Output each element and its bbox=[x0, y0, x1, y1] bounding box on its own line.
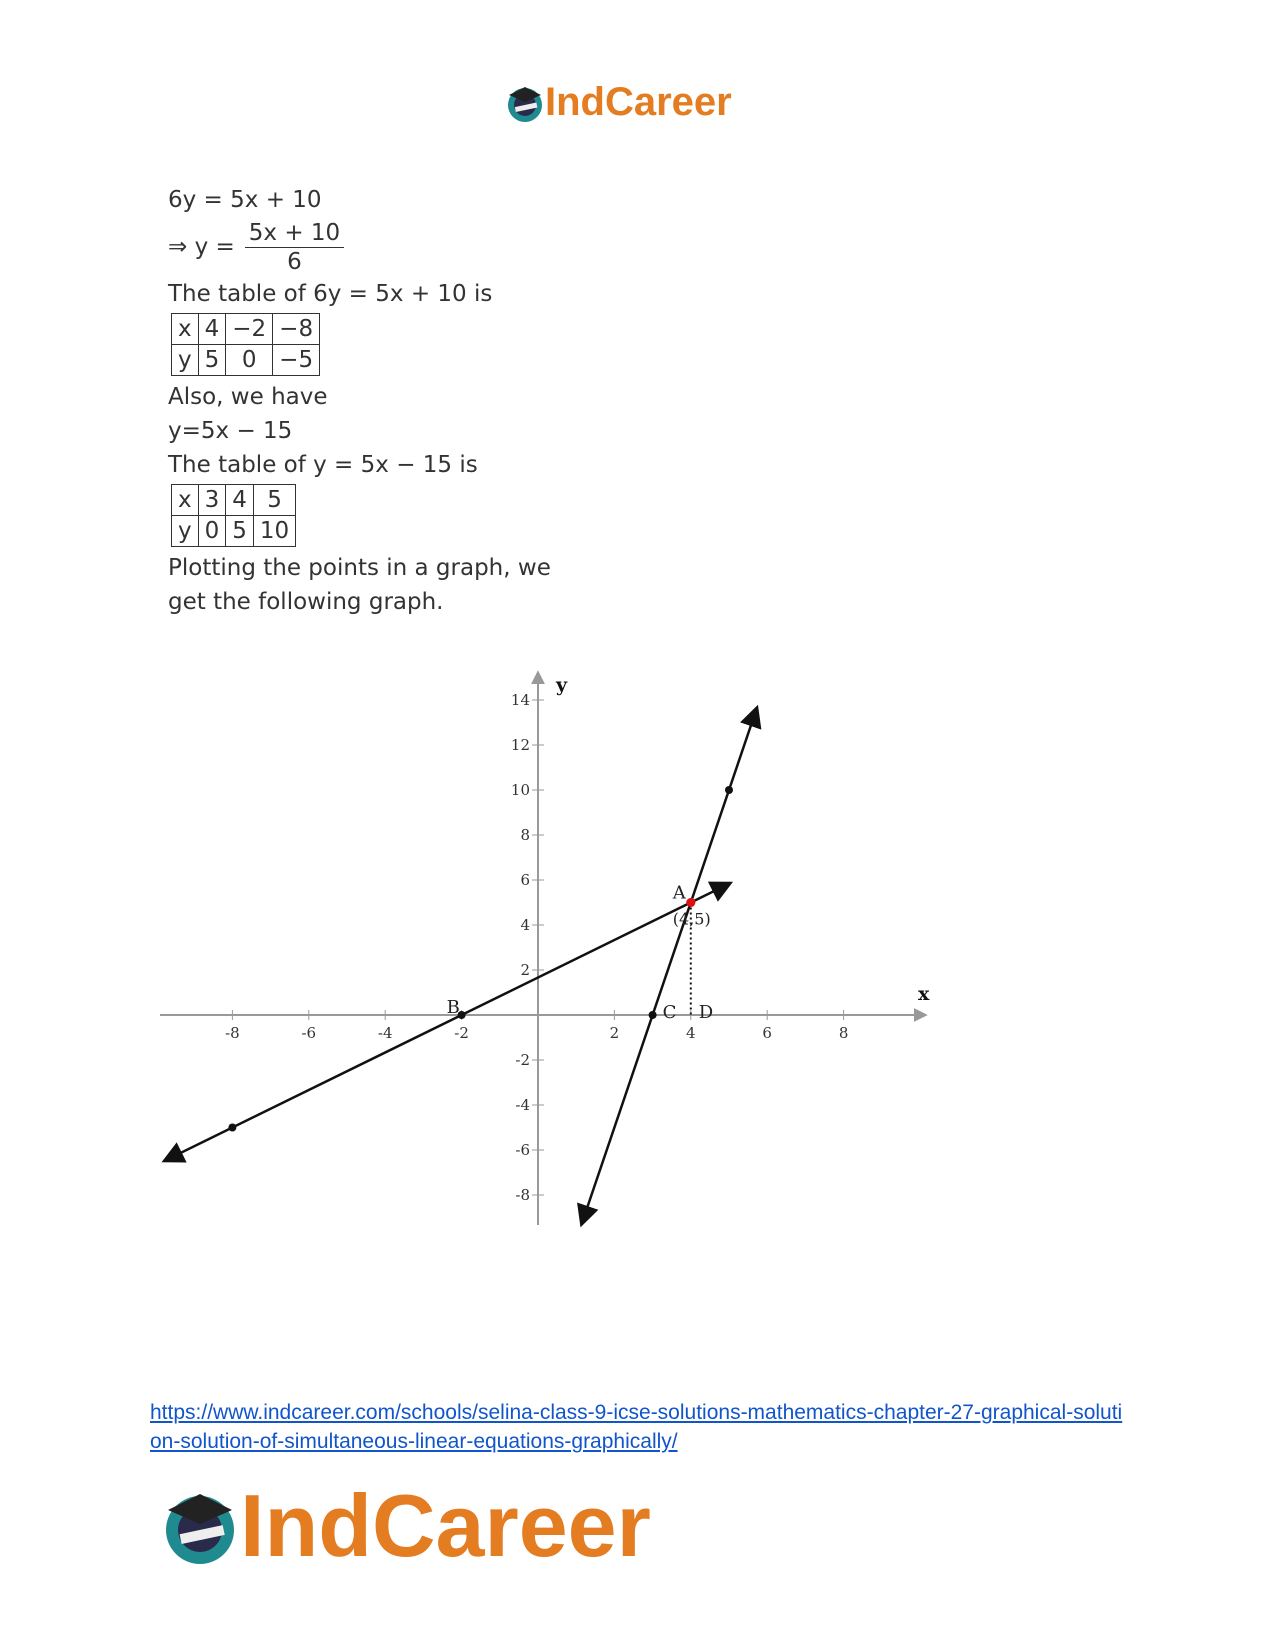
values-table-2 bbox=[171, 484, 296, 547]
annotation-label: C bbox=[662, 1002, 677, 1023]
table-row bbox=[172, 485, 296, 516]
values-table-1 bbox=[171, 313, 320, 376]
y-tick-label: 4 bbox=[520, 916, 530, 934]
y-tick-label: 8 bbox=[520, 826, 530, 844]
x-tick-label: 8 bbox=[838, 1024, 849, 1042]
table-cell: x bbox=[172, 314, 199, 345]
y-tick-label: -2 bbox=[515, 1051, 530, 1069]
y-tick-label: 10 bbox=[510, 781, 530, 799]
graduation-cap-icon bbox=[505, 83, 545, 123]
annotation-label: B bbox=[446, 997, 460, 1018]
y-tick-label: -6 bbox=[515, 1141, 530, 1159]
footer-logo bbox=[160, 1475, 651, 1577]
x-tick-label: -6 bbox=[301, 1024, 317, 1042]
logo-text: IndCareer bbox=[545, 80, 732, 124]
x-tick-label: -2 bbox=[454, 1024, 469, 1042]
table-cell: 3 bbox=[198, 485, 226, 516]
source-url-link[interactable]: https://www.indcareer.com/schools/selina-class-9-icse-solutions-mathematics-chapter-27-graphical-solution-solution-of-simultaneous-linear-equations-graphically/ bbox=[150, 1401, 1123, 1453]
table-cell: 0 bbox=[226, 345, 273, 376]
table-cell: 5 bbox=[253, 485, 295, 516]
table-cell: −5 bbox=[273, 345, 320, 376]
annotation-label: D bbox=[698, 1002, 714, 1023]
annotation-label: A bbox=[672, 882, 686, 904]
table-cell: −8 bbox=[273, 314, 320, 345]
table-cell: 10 bbox=[253, 516, 295, 547]
y-tick-label: 2 bbox=[520, 961, 530, 979]
y-tick-label: -4 bbox=[515, 1096, 530, 1114]
annotation-label: (4,5) bbox=[672, 909, 711, 929]
x-tick-label: 6 bbox=[762, 1024, 772, 1042]
x-tick-label: -8 bbox=[225, 1024, 240, 1042]
table-cell: y bbox=[172, 345, 199, 376]
fraction-denominator: 6 bbox=[287, 248, 302, 275]
table-row bbox=[172, 516, 296, 547]
equation-2: y=5x − 15 bbox=[168, 418, 293, 444]
table-cell: 5 bbox=[198, 345, 226, 376]
data-point bbox=[725, 786, 733, 794]
graduation-cap-icon bbox=[160, 1486, 240, 1566]
table-cell: 4 bbox=[226, 485, 254, 516]
plot-text-2: get the following graph. bbox=[168, 589, 444, 615]
y-tick-label: 6 bbox=[520, 871, 530, 889]
table-cell: 0 bbox=[198, 516, 226, 547]
logo-text: IndCareer bbox=[240, 1476, 651, 1575]
table-cell: 4 bbox=[198, 314, 226, 345]
table-cell: −2 bbox=[226, 314, 273, 345]
table-cell: x bbox=[172, 485, 199, 516]
series-line-2 bbox=[582, 709, 757, 1223]
x-tick-label: 2 bbox=[609, 1024, 620, 1042]
table-row bbox=[172, 345, 320, 376]
data-point bbox=[686, 898, 695, 907]
x-tick-label: 4 bbox=[686, 1024, 696, 1042]
y-tick-label: 14 bbox=[510, 691, 530, 709]
data-point bbox=[649, 1011, 657, 1019]
table-1-title: The table of 6y = 5x + 10 is bbox=[168, 281, 493, 307]
table-2-title: The table of y = 5x − 15 is bbox=[168, 452, 478, 478]
y-tick-label: -8 bbox=[515, 1186, 530, 1204]
fraction-prefix: ⇒ y = bbox=[168, 234, 235, 260]
equation-1: 6y = 5x + 10 bbox=[168, 187, 322, 213]
fraction-equation bbox=[168, 217, 628, 277]
plot-text-1: Plotting the points in a graph, we bbox=[168, 555, 551, 581]
also-text: Also, we have bbox=[168, 384, 328, 410]
series-line-1 bbox=[166, 884, 729, 1161]
data-point bbox=[228, 1124, 236, 1132]
graph bbox=[160, 665, 940, 1240]
fraction bbox=[245, 219, 344, 276]
x-tick-label: -4 bbox=[377, 1024, 393, 1042]
table-row bbox=[172, 314, 320, 345]
solution-text bbox=[168, 183, 628, 619]
y-axis-label: y bbox=[556, 674, 568, 696]
table-cell: 5 bbox=[226, 516, 254, 547]
x-axis-label: x bbox=[918, 983, 930, 1005]
table-cell: y bbox=[172, 516, 199, 547]
header-logo bbox=[505, 80, 732, 125]
fraction-numerator: 5x + 10 bbox=[245, 219, 344, 248]
y-tick-label: 12 bbox=[510, 736, 530, 754]
